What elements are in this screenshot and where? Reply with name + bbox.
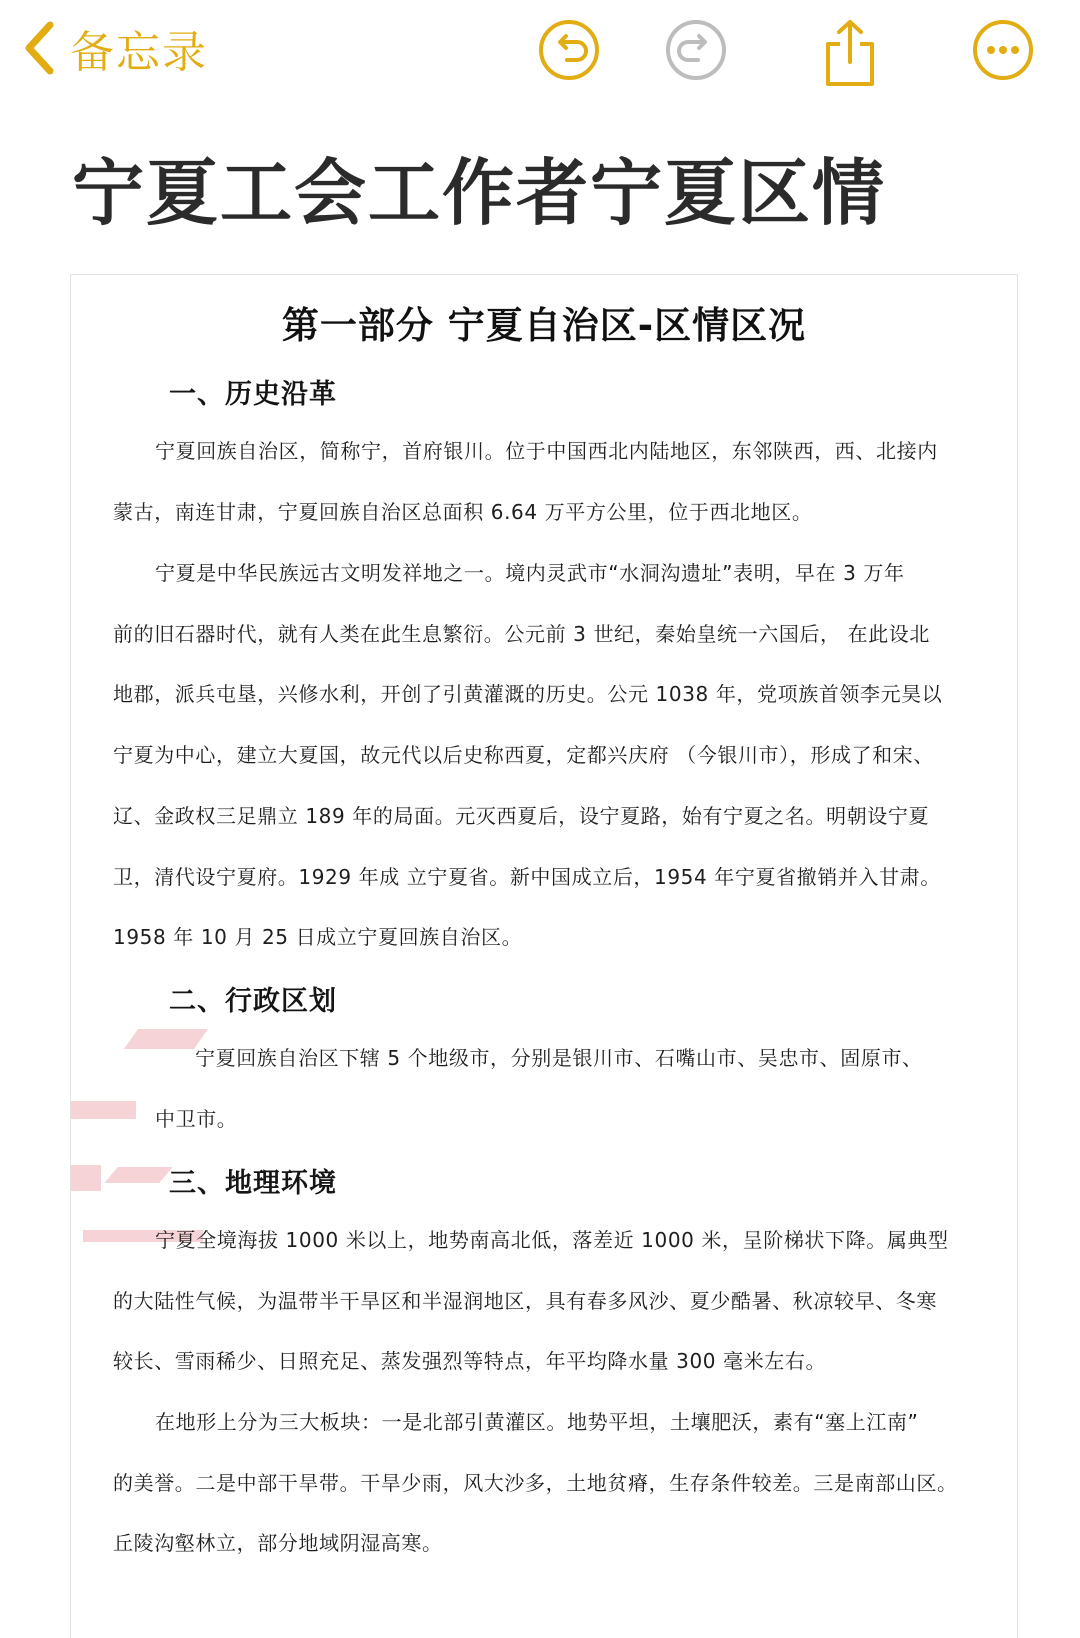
paragraph-line: 宁夏回族自治区下辖 5 个地级市，分别是银川市、石嘴山市、吴忠市、固原市、 xyxy=(195,1046,923,1070)
paragraph-line: 宁夏全境海拔 1000 米以上，地势南高北低，落差近 1000 米，呈阶梯状下降。属典型 xyxy=(155,1228,949,1252)
document-title: 第一部分 宁夏自治区-区情区况 xyxy=(281,304,807,347)
paragraph-line: 前的旧石器时代，就有人类在此生息繁衍。公元前 3 世纪，秦始皇统一六国后， 在此设北 xyxy=(113,622,930,646)
section-heading: 一、历史沿革 xyxy=(169,379,337,410)
paragraph-line: 地郡，派兵屯垦，兴修水利，开创了引黄灌溉的历史。公元 1038 年，党项族首领李元昊以 xyxy=(113,682,943,706)
paragraph-line: 的大陆性气候，为温带半干旱区和半湿润地区，具有春多风沙、夏少酷暑、秋凉较早、冬寒 xyxy=(113,1289,937,1313)
paragraph-line: 的美誉。二是中部干旱带。干旱少雨，风大沙多，土地贫瘠，生存条件较差。三是南部山区。 xyxy=(113,1471,958,1495)
section-heading: 二、行政区划 xyxy=(169,986,337,1017)
section-heading: 三、地理环境 xyxy=(169,1168,337,1199)
paragraph-line: 宁夏是中华民族远古文明发祥地之一。境内灵武市“水洞沟遗址”表明，早在 3 万年 xyxy=(155,561,905,585)
note-title[interactable]: 宁夏工会工作者宁夏区情 xyxy=(72,151,887,235)
undo-button[interactable] xyxy=(537,18,601,82)
back-button[interactable] xyxy=(22,18,208,78)
paragraph-line: 在地形上分为三大板块：一是北部引黄灌区。地势平坦，土壤肥沃，素有“塞上江南” xyxy=(155,1410,919,1434)
undo-icon xyxy=(537,18,601,82)
document-page xyxy=(70,274,1018,1638)
share-button[interactable] xyxy=(818,18,882,82)
watermark xyxy=(70,1165,101,1191)
redo-button[interactable] xyxy=(664,18,728,82)
watermark xyxy=(104,1167,172,1183)
paragraph-line: 蒙古，南连甘肃，宁夏回族自治区总面积 6.64 万平方公里，位于西北地区。 xyxy=(113,500,813,524)
watermark xyxy=(70,1101,136,1119)
paragraph-line: 丘陵沟壑林立，部分地域阴湿高寒。 xyxy=(113,1531,443,1555)
paragraph-line: 卫，清代设宁夏府。1929 年成 立宁夏省。新中国成立后，1954 年宁夏省撤销并入甘肃。 xyxy=(113,865,941,889)
chevron-left-icon xyxy=(22,20,56,76)
paragraph-line: 较长、雪雨稀少、日照充足、蒸发强烈等特点，年平均降水量 300 毫米左右。 xyxy=(113,1349,827,1373)
paragraph-line: 宁夏回族自治区，简称宁，首府银川。位于中国西北内陆地区，东邻陕西，西、北接内 xyxy=(155,439,938,463)
back-label: 备忘录 xyxy=(70,27,208,78)
share-icon xyxy=(818,18,882,88)
paragraph-line: 1958 年 10 月 25 日成立宁夏回族自治区。 xyxy=(113,925,523,949)
navigation-bar xyxy=(0,0,1080,110)
redo-icon xyxy=(664,18,728,82)
paragraph-line: 辽、金政权三足鼎立 189 年的局面。元灭西夏后，设宁夏路，始有宁夏之名。明朝设宁夏 xyxy=(113,804,930,828)
paragraph-line: 宁夏为中心，建立大夏国，故元代以后史称西夏，定都兴庆府 （今银川市），形成了和宋、 xyxy=(113,743,934,767)
more-button[interactable] xyxy=(971,18,1035,82)
paragraph-line: 中卫市。 xyxy=(155,1107,238,1131)
more-icon xyxy=(971,18,1035,82)
